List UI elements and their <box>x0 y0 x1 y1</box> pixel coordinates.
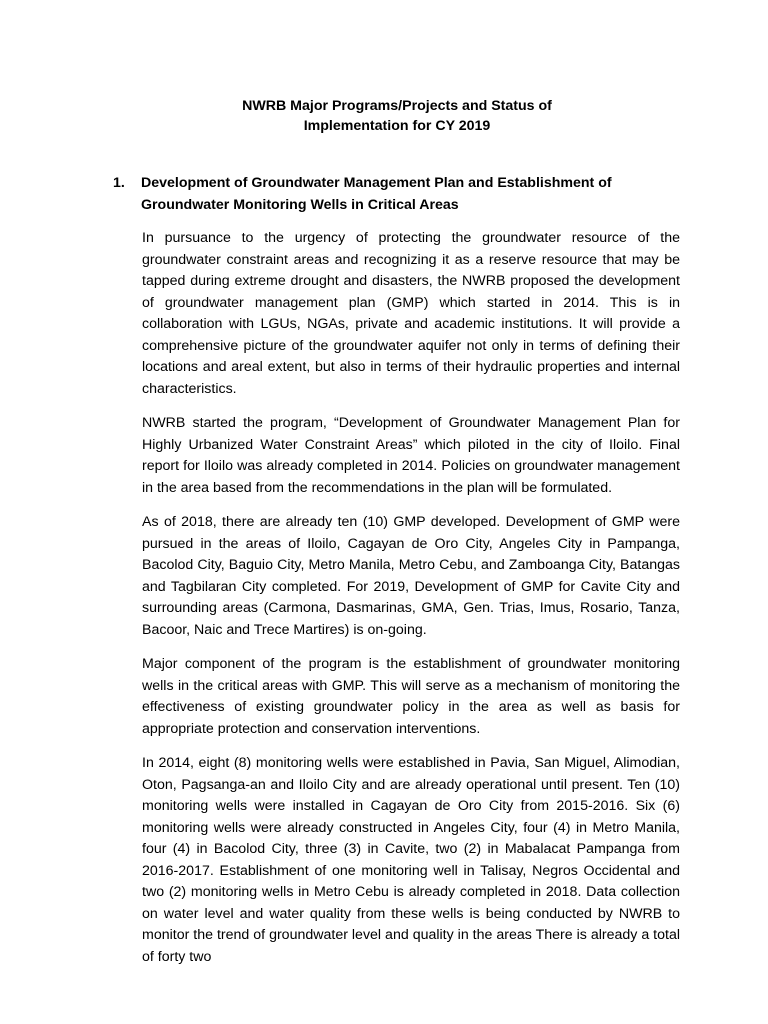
section-heading-text: Development of Groundwater Management Plan and Establishment of Groundwater Monitoring Wells in Critical Areas <box>141 175 612 213</box>
paragraph-3: As of 2018, there are already ten (10) GMP developed. Development of GMP were pursued in the areas of Iloilo, Cagayan de Oro City, Angeles City in Pampanga, Bacolod City, Baguio City, Metro Manila, Metro Cebu, and Zamboanga City, Batangas and Tagbilaran City completed. For 2019, Development of GMP for Cavite City and surrounding areas (Carmona, Dasmarinas, GMA, Gen. Trias, Imus, Rosario, Tanza, Bacoor, Naic and Trece Martires) is on-going. <box>142 514 680 638</box>
section-number: 1. <box>113 175 125 191</box>
paragraph-4: Major component of the program is the establishment of groundwater monitoring wells in the critical areas with GMP. This will serve as a mechanism of monitoring the effectiveness of existing groundwater policy in the area as well as basis for appropriate protection and conservation interventions. <box>142 656 680 737</box>
section-heading <box>114 172 680 216</box>
paragraph-2: NWRB started the program, “Development of Groundwater Management Plan for Highly Urbanized Water Constraint Areas” which piloted in the city of Iloilo. Final report for Iloilo was already completed in 2014. Policies on groundwater management in the area based from the recommendations in the plan will be formulated. <box>142 415 680 496</box>
title-line-1: NWRB Major Programs/Projects and Status of <box>242 98 552 114</box>
title-line-2: Implementation for CY 2019 <box>303 118 491 134</box>
section-body <box>114 228 680 968</box>
document-title <box>114 96 680 136</box>
paragraph-1: In pursuance to the urgency of protecting the groundwater resource of the groundwater constraint areas and recognizing it as a reserve resource that may be tapped during extreme drought and disasters, the NWRB proposed the development of groundwater management plan (GMP) which started in 2014. This is in collaboration with LGUs, NGAs, private and academic institutions. It will provide a comprehensive picture of the groundwater aquifer not only in terms of defining their locations and areal extent, but also in terms of their hydraulic properties and internal characteristics. <box>142 230 680 397</box>
paragraph-5: In 2014, eight (8) monitoring wells were established in Pavia, San Miguel, Alimodian, Oton, Pagsanga-an and Iloilo City and are already operational until present. Ten (10) monitoring wells were installed in Cagayan de Oro City from 2015-2016. Six (6) monitoring wells were already constructed in Angeles City, four (4) in Metro Manila, four (4) in Bacolod City, three (3) in Cavite, two (2) in Mabalacat Pampanga from 2016-2017. Establishment of one monitoring well in Talisay, Negros Occidental and two (2) monitoring wells in Metro Cebu is already completed in 2018. Data collection on water level and water quality from these wells is being conducted by NWRB to monitor the trend of groundwater level and quality in the areas There is already a total of forty two <box>142 755 680 965</box>
